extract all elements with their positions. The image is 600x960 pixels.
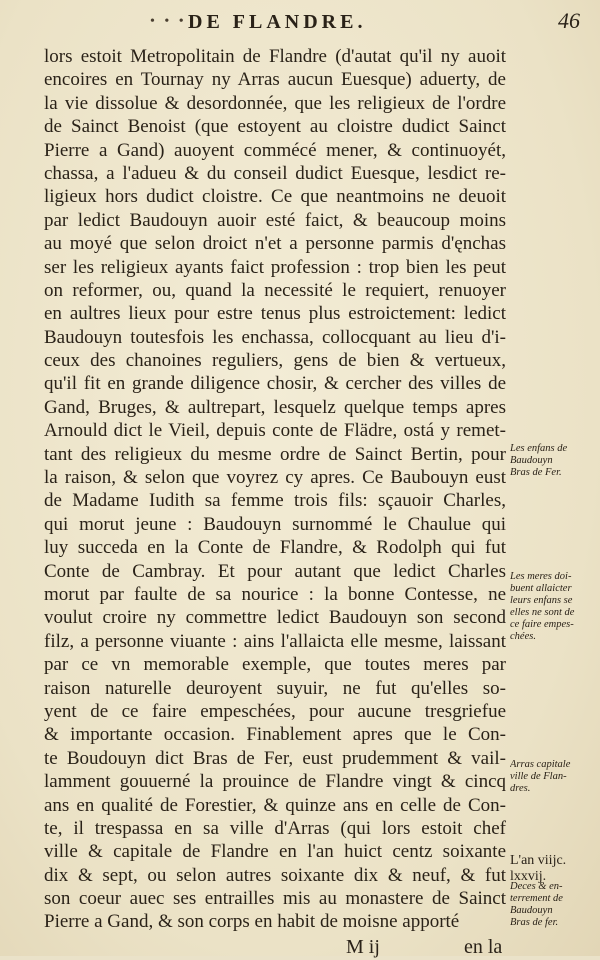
text-line: Conte de Cambray. Et pour autant que ledict Charles — [44, 560, 506, 582]
text-line: luy succeda en la Conte de Flandre, & Rodolph qui fut — [44, 537, 506, 559]
margin-note-line: elles ne sont de — [510, 607, 575, 618]
margin-note-line: L'an viijc. — [510, 853, 567, 868]
running-title: DE FLANDRE. — [188, 11, 367, 33]
text-line: filz, a personne viuante : ains l'allaicta elle mesme, laissant — [44, 630, 506, 652]
text-line: raison naturelle deuroyent suyuir, ne fut qu'elles so- — [44, 677, 506, 699]
text-line: au moyé que selon droict n'et a personne parmis d'ęnchas — [44, 233, 506, 255]
text-line: Pierre a Gand) auoyent commécé mener, & continuoyét, — [44, 139, 506, 161]
text-line: Arnould dict le Vieil, depuis conte de Flädre, ostá y remet- — [44, 420, 506, 442]
text-line: en aultres lieux pour estre tenus plus estroictement: ledict — [44, 303, 506, 325]
margin-note-line: Baudouyn — [510, 905, 553, 916]
text-line: de Madame Iudith sa femme trois fils: sçauoir Charles, — [44, 490, 506, 512]
text-line: ville & capitale de Flandre en l'an huict centz soixante — [44, 841, 506, 863]
margin-note-arras — [510, 759, 590, 795]
text-line: qui morut jeune : Baudouyn surnommé le Chaulue qui — [44, 513, 506, 535]
text-line: tant des religieux du mesme ordre de Sainct Bertin, pour — [44, 443, 506, 465]
margin-note-mothers — [510, 571, 590, 643]
text-line: ser les religieux ayants faict profession : trop bien les peut — [44, 256, 506, 278]
margin-note-line: Les enfans de — [510, 443, 568, 454]
page-number: 46 — [558, 8, 580, 33]
catchword: en la — [464, 935, 503, 958]
margin-note-line: chées. — [510, 631, 536, 642]
margin-note-line: Arras capitale — [510, 759, 571, 770]
margin-note-line: ce faire empes- — [510, 619, 574, 630]
text-line: Baudouyn toutesfois les enchassa, collocquant au lieu d'i- — [44, 326, 506, 348]
margin-note-line: Bras de fer. — [510, 917, 559, 928]
text-line: la vie dissolue & desordonnée, que les religieux de l'ordre — [44, 92, 506, 114]
header-ornament: • • • — [150, 14, 187, 29]
margin-note-death — [510, 881, 590, 929]
signature-mark: M ij — [346, 935, 380, 958]
margin-note-line: lxxvij. — [510, 869, 547, 884]
margin-note-line: Bras de Fer. — [510, 467, 562, 478]
text-line: on reformer, ou, quand la necessité le requiert, renuoyer — [44, 279, 506, 301]
margin-note-line: Les meres doi- — [510, 571, 572, 582]
text-line: Gand, Bruges, & aultrepart, lesquelz quelque temps apres — [44, 396, 506, 418]
margin-note-line: terrement de — [510, 893, 563, 904]
text-line: lamment gouuerné la prouince de Flandre vingt & cincq — [44, 771, 506, 793]
text-line: Pierre a Gand, & son corps en habit de moisne apporté — [44, 911, 460, 933]
text-line: & importante occasion. Finablement apres que le Con- — [44, 724, 506, 746]
margin-note-line: ville de Flan- — [510, 771, 567, 782]
text-line: par ledict Baudouyn auoir esté faict, & beaucoup moins — [44, 209, 506, 231]
text-line: dix & sept, ou selon autres soixante dix & neuf, & fut — [44, 864, 506, 886]
text-line: morut par faulte de sa nourice : la bonne Contesse, ne — [44, 583, 506, 605]
main-text-block — [44, 45, 506, 960]
text-line: ans en qualité de Forestier, & quinze ans en celle de Con- — [44, 794, 506, 816]
text-line: qu'il fit en grande diligence chosir, & cercher des villes de — [44, 373, 506, 395]
text-line: chassa, a l'adueu & du conseil dudict Euesque, lesdict re- — [44, 162, 506, 184]
margin-note-line: dres. — [510, 783, 531, 794]
running-header — [150, 8, 580, 38]
text-line: ceux des chanoines reguliers, gens de bien & vertueux, — [44, 350, 506, 372]
text-line: te Boudouyn dict Bras de Fer, eust prudemment & vail- — [44, 747, 506, 769]
margin-note-line: Deces & en- — [510, 881, 563, 892]
text-line: la raison, & selon que voyrez cy apres. Ce Baubouyn eust — [44, 467, 506, 489]
margin-note-line: Baudouyn — [510, 455, 553, 466]
text-line: ligieux hors dudict cloistre. Ce que neantmoins ne deuoit — [44, 186, 506, 208]
text-line: par ce vn memorable exemple, que toutes meres par — [44, 654, 506, 676]
text-line: te, il trespassa en sa ville d'Arras (qui lors estoit chef — [44, 817, 506, 839]
text-line: de Sainct Benoist (que estoyent au cloistre dudict Sainct — [44, 116, 506, 138]
margin-note-children — [510, 443, 590, 479]
text-line: voulut croire ny commettre ledict Baudouyn son second — [44, 607, 506, 629]
text-line: encoires en Tournay ny Arras aucun Euesque) aduerty, de — [44, 69, 506, 91]
margin-note-line: buent allaicter — [510, 583, 572, 594]
text-line: son coeur auec ses entrailles mis au monastere de Sainct — [44, 888, 506, 910]
margin-note-line: leurs enfans se — [510, 595, 573, 606]
text-line: lors estoit Metropolitain de Flandre (d'autat qu'il ny auoit — [44, 46, 506, 67]
text-line: yent de ce faire empeschées, pour aucune tresgriefue — [44, 700, 506, 722]
